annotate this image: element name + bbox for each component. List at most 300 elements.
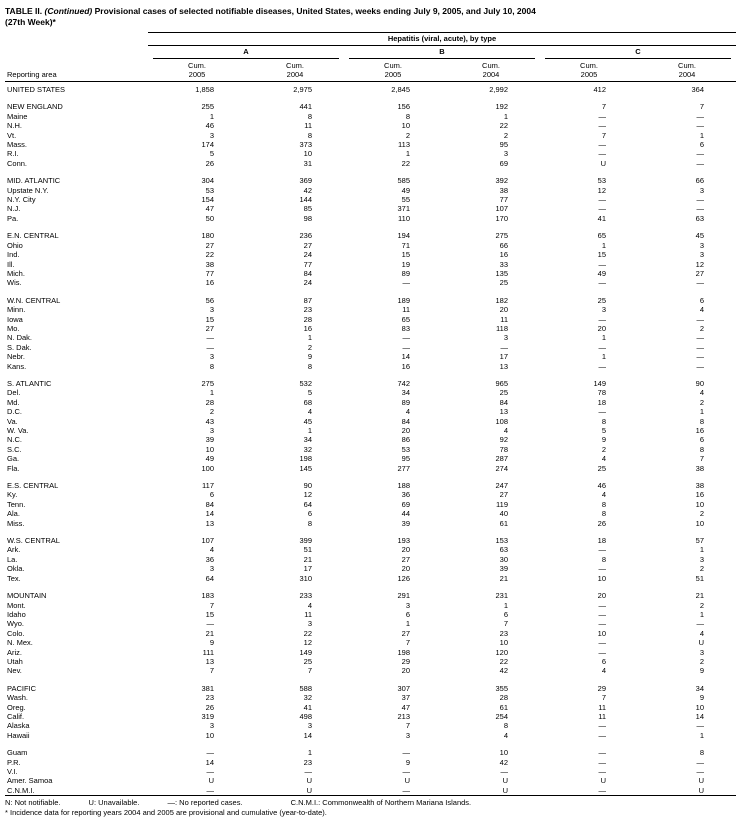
value-cell: 63	[499, 545, 508, 555]
value-cell: 8	[307, 361, 312, 371]
value-cell: 1	[307, 748, 312, 758]
value-cell: 89	[401, 268, 410, 278]
value-cell: 65	[597, 231, 606, 241]
spacer-cell	[5, 528, 736, 536]
value-cell: 4	[503, 730, 508, 740]
area-cell: Ariz.	[7, 647, 22, 657]
table-row	[5, 464, 736, 473]
value-cell: 5	[209, 149, 214, 159]
value-cell: 13	[205, 518, 214, 528]
value-cell: 4	[699, 628, 704, 638]
value-cell: 27	[205, 240, 214, 250]
table-row	[5, 591, 736, 600]
area-cell: W. Va.	[7, 426, 29, 435]
value-cell: 275	[201, 378, 214, 388]
value-cell: —	[598, 600, 606, 610]
value-cell: 2	[699, 397, 704, 407]
value-cell: —	[206, 748, 214, 758]
value-cell: 126	[397, 573, 410, 583]
table-row	[5, 648, 736, 657]
value-cell: 66	[695, 176, 704, 186]
value-cell: 585	[397, 176, 410, 186]
value-cell: 34	[303, 435, 312, 445]
value-cell: 588	[299, 683, 312, 693]
value-cell: —	[206, 767, 214, 776]
cum-header: Cum.	[678, 61, 696, 70]
value-cell: 25	[597, 295, 606, 305]
area-cell: Tenn.	[7, 499, 26, 509]
value-cell: 118	[496, 323, 508, 333]
value-cell: 36	[205, 554, 214, 564]
value-cell: 7	[601, 102, 606, 112]
table-row	[5, 767, 736, 776]
area-cell: S. ATLANTIC	[7, 378, 52, 388]
value-cell: 39	[499, 564, 508, 574]
value-cell: 7	[307, 666, 312, 676]
value-cell: 182	[495, 295, 508, 305]
value-cell: 21	[205, 628, 214, 638]
value-cell: 3	[699, 240, 704, 250]
cum-header: Cum.	[188, 61, 206, 70]
value-cell: 8	[699, 444, 704, 454]
area-cell: P.R.	[7, 757, 21, 767]
spacer-cell	[5, 94, 736, 102]
value-cell: 9	[601, 435, 606, 445]
area-cell: Okla.	[7, 564, 25, 574]
value-cell: 61	[499, 702, 508, 712]
year-header: 2005	[540, 70, 638, 82]
value-cell: 9	[699, 693, 704, 703]
value-cell: 9	[307, 352, 312, 362]
area-cell: Mont.	[7, 600, 26, 610]
value-cell: 1	[405, 619, 410, 629]
value-cell: 68	[303, 397, 312, 407]
value-cell: 319	[201, 711, 214, 721]
value-cell: 1	[405, 149, 410, 159]
value-cell: 107	[495, 204, 508, 214]
area-cell: N.Y. City	[7, 195, 36, 205]
value-cell: 113	[398, 140, 410, 150]
value-cell: 49	[401, 185, 410, 195]
value-cell: 108	[495, 416, 508, 426]
value-cell: —	[696, 352, 704, 362]
area-cell: Wyo.	[7, 619, 25, 629]
value-cell: 3	[209, 305, 214, 315]
table-row	[5, 102, 736, 111]
value-cell: 21	[499, 573, 508, 583]
value-cell: 8	[307, 518, 312, 528]
value-cell: 1	[209, 111, 214, 121]
value-cell: 4	[503, 426, 508, 435]
value-cell: 26	[205, 702, 214, 712]
area-cell: Tex.	[7, 573, 21, 583]
value-cell: 41	[303, 702, 312, 712]
value-cell: 14	[205, 757, 214, 767]
title-week: (27th Week)*	[5, 17, 56, 27]
area-cell: N.C.	[7, 435, 22, 445]
value-cell: 49	[597, 268, 606, 278]
table-row	[5, 260, 736, 269]
value-cell: 16	[695, 426, 704, 435]
value-cell: 17	[303, 564, 312, 574]
table-row	[5, 214, 736, 223]
value-cell: 8	[209, 361, 214, 371]
value-cell: 10	[205, 444, 214, 454]
value-cell: 1,858	[195, 85, 214, 94]
footnote-cnmi: C.N.M.I.: Commonwealth of Northern Mariana Islands.	[290, 798, 472, 808]
value-cell: 3	[503, 333, 508, 343]
table-row	[5, 629, 736, 638]
value-cell: —	[696, 757, 704, 767]
table-row	[5, 131, 736, 140]
value-cell: —	[598, 407, 606, 417]
value-cell: 6	[503, 609, 508, 619]
table-row	[5, 426, 736, 435]
value-cell: 22	[499, 656, 508, 666]
value-cell: 78	[499, 444, 508, 454]
value-cell: 10	[499, 748, 508, 758]
value-cell: 18	[597, 536, 606, 546]
value-cell: —	[206, 785, 214, 795]
area-cell: S.C.	[7, 444, 22, 454]
value-cell: U	[600, 158, 606, 168]
value-cell: 371	[397, 204, 410, 214]
value-cell: —	[696, 111, 704, 121]
value-cell: 1	[699, 407, 704, 417]
table-row	[5, 481, 736, 490]
value-cell: 170	[495, 213, 508, 223]
spacer-cell	[5, 223, 736, 231]
value-cell: 25	[499, 278, 508, 288]
value-cell: 111	[202, 647, 214, 657]
value-cell: 13	[205, 656, 214, 666]
value-cell: U	[306, 776, 312, 786]
value-cell: 42	[499, 666, 508, 676]
value-cell: —	[206, 333, 214, 343]
table-row	[5, 250, 736, 259]
value-cell: 92	[499, 435, 508, 445]
area-cell: Wash.	[7, 693, 28, 703]
year-header: 2005	[148, 70, 246, 82]
value-cell: 95	[401, 454, 410, 464]
table-row	[5, 305, 736, 314]
value-cell: —	[696, 121, 704, 131]
subgroup-label: C	[545, 46, 731, 59]
value-cell: 39	[401, 518, 410, 528]
area-cell: Calif.	[7, 711, 25, 721]
table-row	[5, 638, 736, 647]
table-row	[5, 149, 736, 158]
value-cell: 27	[205, 323, 214, 333]
table-row	[5, 693, 736, 702]
spacer-cell	[5, 473, 736, 481]
value-cell: 198	[299, 454, 312, 464]
value-cell: 120	[495, 647, 508, 657]
year-header: 2004	[638, 70, 736, 82]
value-cell: 8	[307, 111, 312, 121]
table-row	[5, 278, 736, 287]
area-cell: Mich.	[7, 268, 25, 278]
area-cell: Mass.	[7, 140, 28, 150]
table-row	[5, 445, 736, 454]
value-cell: 3	[209, 130, 214, 140]
area-cell: Fla.	[7, 463, 20, 473]
table-row	[5, 398, 736, 407]
value-cell: 6	[307, 509, 312, 519]
value-cell: 13	[499, 407, 508, 417]
value-cell: 8	[503, 721, 508, 731]
value-cell: 7	[699, 102, 704, 112]
value-cell: 3	[209, 721, 214, 731]
spacer-cell	[5, 371, 736, 379]
value-cell: 2,845	[391, 85, 410, 94]
table-row	[5, 509, 736, 518]
value-cell: 55	[401, 195, 410, 205]
value-cell: 4	[601, 490, 606, 500]
value-cell: —	[696, 158, 704, 168]
table-row	[5, 324, 736, 333]
value-cell: 2	[699, 564, 704, 574]
value-cell: 135	[495, 268, 508, 278]
value-cell: —	[206, 342, 214, 352]
value-cell: 21	[303, 554, 312, 564]
value-cell: 2	[699, 509, 704, 519]
year-header: 2004	[442, 70, 540, 82]
area-cell: UNITED STATES	[7, 85, 66, 94]
value-cell: 39	[205, 435, 214, 445]
value-cell: —	[206, 619, 214, 629]
value-cell: 2	[699, 600, 704, 610]
value-cell: 22	[205, 250, 214, 260]
value-cell: —	[598, 564, 606, 574]
value-cell: 188	[397, 481, 410, 491]
value-cell: 149	[299, 647, 312, 657]
table-row	[5, 666, 736, 675]
value-cell: 6	[601, 656, 606, 666]
value-cell: 17	[499, 352, 508, 362]
area-cell: La.	[7, 554, 18, 564]
value-cell: 2,992	[489, 85, 508, 94]
area-cell: E.N. CENTRAL	[7, 231, 59, 241]
value-cell: 19	[401, 259, 410, 269]
value-cell: 77	[303, 259, 312, 269]
value-cell: 20	[401, 426, 410, 435]
table-row	[5, 490, 736, 499]
value-cell: —	[598, 342, 606, 352]
value-cell: 10	[695, 518, 704, 528]
value-cell: 198	[397, 647, 410, 657]
value-cell: 2	[699, 323, 704, 333]
area-cell: Pa.	[7, 213, 19, 223]
value-cell: 2	[209, 407, 214, 417]
section-spacer	[5, 676, 736, 684]
value-cell: —	[696, 619, 704, 629]
area-cell: Mo.	[7, 323, 20, 333]
value-cell: 11	[598, 711, 606, 721]
value-cell: 34	[401, 388, 410, 398]
value-cell: 7	[405, 638, 410, 648]
value-cell: 7	[699, 454, 704, 464]
table-row	[5, 610, 736, 619]
table-row	[5, 296, 736, 305]
value-cell: 41	[597, 213, 606, 223]
value-cell: —	[598, 647, 606, 657]
value-cell: 16	[695, 490, 704, 500]
table-row	[5, 121, 736, 130]
value-cell: 1	[699, 130, 704, 140]
value-cell: 37	[401, 693, 410, 703]
value-cell: 1	[601, 352, 606, 362]
table-title	[5, 6, 736, 17]
value-cell: 4	[307, 407, 312, 417]
value-cell: 1	[503, 600, 508, 610]
area-cell: W.N. CENTRAL	[7, 295, 61, 305]
value-cell: —	[598, 204, 606, 214]
value-cell: —	[696, 278, 704, 288]
value-cell: 154	[201, 195, 214, 205]
value-cell: 3	[503, 149, 508, 159]
title-continued: (Continued)	[44, 6, 93, 16]
value-cell: 5	[307, 388, 312, 398]
table-row	[5, 684, 736, 693]
value-cell: —	[598, 757, 606, 767]
value-cell: 12	[303, 490, 312, 500]
value-cell: 7	[405, 721, 410, 731]
value-cell: —	[598, 149, 606, 159]
value-cell: 46	[597, 481, 606, 491]
value-cell: —	[402, 748, 410, 758]
area-cell: Ky.	[7, 490, 18, 500]
value-cell: 16	[303, 323, 312, 333]
value-cell: 16	[205, 278, 214, 288]
value-cell: 1	[699, 545, 704, 555]
value-cell: 7	[209, 666, 214, 676]
section-spacer	[5, 94, 736, 102]
value-cell: 26	[205, 158, 214, 168]
spacer-cell	[5, 676, 736, 684]
value-cell: 27	[401, 554, 410, 564]
value-cell: —	[598, 767, 606, 776]
value-cell: 20	[499, 305, 508, 315]
value-cell: 3	[699, 250, 704, 260]
table-row	[5, 159, 736, 168]
value-cell: 231	[495, 591, 508, 601]
table-row	[5, 786, 736, 796]
section-spacer	[5, 288, 736, 296]
value-cell: 4	[601, 666, 606, 676]
value-cell: 183	[201, 591, 214, 601]
value-cell: —	[598, 195, 606, 205]
value-cell: 233	[299, 591, 312, 601]
table-row	[5, 140, 736, 149]
footnote-unavailable: U: Unavailable.	[88, 798, 140, 808]
value-cell: 95	[499, 140, 508, 150]
value-cell: 153	[495, 536, 508, 546]
value-cell: 4	[209, 545, 214, 555]
value-cell: 27	[401, 628, 410, 638]
value-cell: 90	[695, 378, 704, 388]
area-cell: Kans.	[7, 361, 27, 371]
value-cell: 11	[402, 305, 410, 315]
value-cell: 28	[303, 314, 312, 324]
value-cell: 89	[401, 397, 410, 407]
section-spacer	[5, 583, 736, 591]
value-cell: 3	[209, 352, 214, 362]
value-cell: 2	[503, 130, 508, 140]
value-cell: 13	[499, 361, 508, 371]
table-row	[5, 555, 736, 564]
area-cell: Vt.	[7, 130, 17, 140]
table-row	[5, 388, 736, 397]
area-cell: Ga.	[7, 454, 20, 464]
value-cell: 10	[205, 730, 214, 740]
value-cell: 43	[205, 416, 214, 426]
value-cell: 149	[593, 378, 606, 388]
value-cell: —	[696, 333, 704, 343]
area-cell: N. Dak.	[7, 333, 33, 343]
value-cell: 29	[401, 656, 410, 666]
value-cell: —	[598, 140, 606, 150]
value-cell: 3	[307, 619, 312, 629]
table-header	[5, 33, 736, 82]
value-cell: —	[598, 314, 606, 324]
value-cell: 6	[699, 435, 704, 445]
area-cell: Oreg.	[7, 702, 26, 712]
value-cell: 30	[499, 554, 508, 564]
value-cell: 25	[303, 656, 312, 666]
value-cell: 10	[401, 121, 410, 131]
table-row	[5, 195, 736, 204]
value-cell: 6	[699, 295, 704, 305]
value-cell: 32	[303, 693, 312, 703]
table-row	[5, 407, 736, 416]
value-cell: 16	[401, 361, 410, 371]
value-cell: 83	[401, 323, 410, 333]
area-cell: Idaho	[7, 609, 26, 619]
value-cell: 742	[397, 378, 410, 388]
value-cell: 84	[303, 268, 312, 278]
area-cell: Guam	[7, 748, 28, 758]
value-cell: —	[598, 730, 606, 740]
value-cell: 275	[495, 231, 508, 241]
value-cell: 23	[303, 305, 312, 315]
value-cell: 77	[499, 195, 508, 205]
value-cell: 8	[601, 499, 606, 509]
area-cell: Utah	[7, 656, 23, 666]
value-cell: —	[598, 721, 606, 731]
area-cell: Maine	[7, 111, 28, 121]
area-cell: Amer. Samoa	[7, 776, 53, 786]
value-cell: 11	[598, 702, 606, 712]
footnote-no-reported-cases: —: No reported cases.	[167, 798, 243, 808]
value-cell: 33	[499, 259, 508, 269]
value-cell: 10	[499, 638, 508, 648]
value-cell: 2	[307, 342, 312, 352]
area-cell: NEW ENGLAND	[7, 102, 63, 112]
value-cell: —	[598, 545, 606, 555]
value-cell: 51	[695, 573, 704, 583]
value-cell: —	[598, 259, 606, 269]
cum-header: Cum.	[286, 61, 304, 70]
value-cell: 7	[601, 130, 606, 140]
table-row	[5, 657, 736, 666]
value-cell: 3	[601, 305, 606, 315]
notifiable-diseases-table	[5, 32, 736, 796]
value-cell: 373	[299, 140, 312, 150]
value-cell: 87	[303, 295, 312, 305]
spacer-cell	[5, 168, 736, 176]
area-cell: Va.	[7, 416, 18, 426]
